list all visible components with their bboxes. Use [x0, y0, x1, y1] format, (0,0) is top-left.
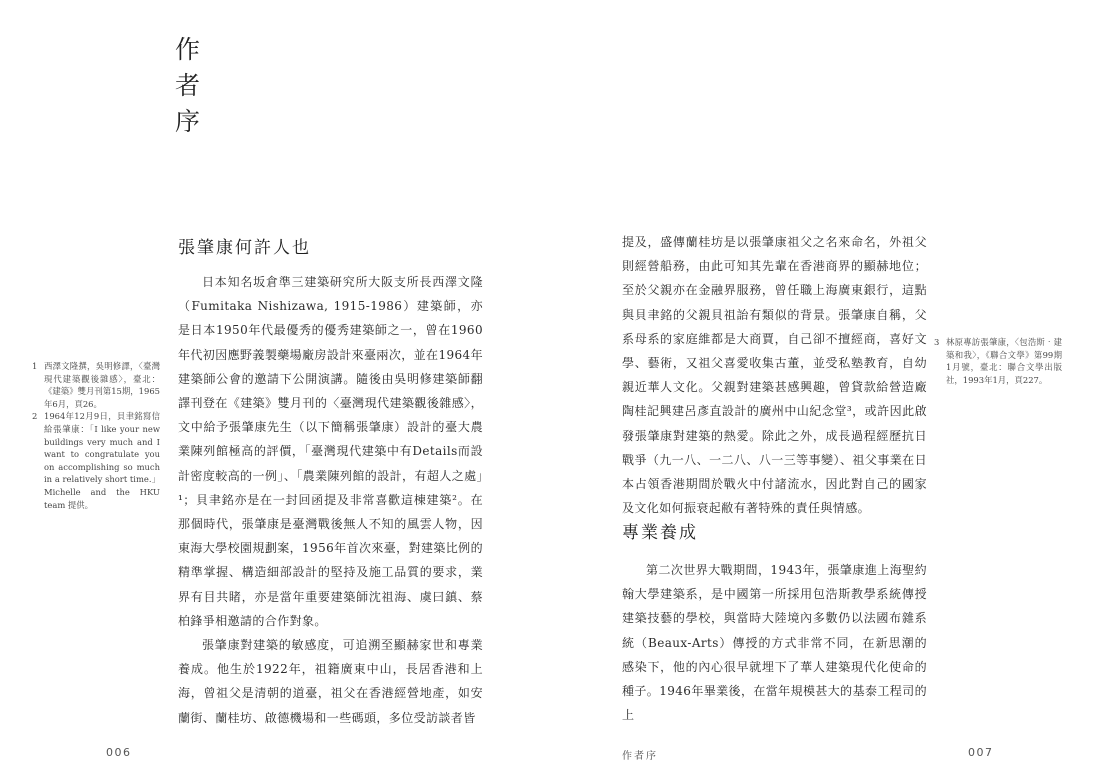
- paragraph: 張肇康對建築的敏感度，可追溯至顯赫家世和專業養成。他生於1922年，祖籍廣東中山，長居香港和上海，曾祖父是清朝的道臺，祖父在香港經營地產，如安蘭街、蘭桂坊、啟德機場和一些碼頭，多位受訪談者皆: [178, 638, 483, 725]
- footnote-number: 2: [32, 411, 38, 422]
- footnote-number: 1: [32, 361, 38, 371]
- running-title: 作者序: [622, 751, 658, 762]
- right-body-text-top: [622, 230, 927, 520]
- chapter-title: [175, 32, 200, 140]
- chapter-title-char: 作: [175, 35, 201, 64]
- section-heading-training: 專業養成: [622, 523, 698, 543]
- right-body-text-bottom: [622, 558, 927, 727]
- chapter-title-char: 者: [175, 71, 201, 100]
- paragraph: 第二次世界大戰期間，1943年，張肇康進上海聖約翰大學建築系，是中國第一所採用包浩斯教學系統傳授建築技藝的學校，與當時大陸境內多數仍以法國布雜系統（Beaux-Arts）傳授的方式非常不同，在新思潮的感染下，他的內心很早就埋下了華人建築現代化使命的種子。1946年畢業後，在當年規模甚大的基泰工程司的上: [622, 563, 927, 723]
- footnote: [32, 360, 160, 410]
- footnote: [32, 410, 160, 511]
- page-number-right: 007: [968, 746, 994, 759]
- chapter-title-char: 序: [175, 107, 201, 136]
- footnote-number: 3: [934, 337, 940, 347]
- footnote-text: 1964年12月9日，貝聿銘寫信給張肇康：「I like your new buildings very much and I want to congratulate you on accomplishing so much in a relatively short time.」Michelle and the HKU team 提供。: [44, 411, 160, 510]
- right-footnotes: [934, 336, 1062, 386]
- paragraph: 提及，盛傳蘭桂坊是以張肇康祖父之名來命名，外祖父則經營船務，由此可知其先輩在香港商界的顯赫地位；至於父親亦在金融界服務，曾任職上海廣東銀行，這點與貝聿銘的父親貝祖詒有類似的背景。張肇康自稱，父系母系的家庭維都是大商賈，自己卻不擅經商，喜好文學、藝術，又祖父喜愛收集古董，並受私塾教育，自幼親近華人文化。父親對建築甚感興趣，曾貸款給營造廠陶桂記興建呂彥直設計的廣州中山紀念堂³，或許因此啟發張肇康對建築的熱愛。除此之外，成長過程經歷抗日戰爭（九一八、一二八、八一三等事變）、祖父事業在日本占領香港期間於戰火中付諸流水，因此對自己的國家及文化如何振衰起敝有著特殊的責任與情感。: [622, 235, 927, 516]
- footnote-text: 林原專訪張肇康，〈包浩斯‧建築和我〉，《聯合文學》第99期1月號，臺北：聯合文學出版社，1993年1月，頁227。: [946, 337, 1062, 385]
- page-number-left: 006: [106, 746, 132, 759]
- left-body-text: [178, 270, 483, 730]
- section-heading-who: 張肇康何許人也: [178, 238, 311, 258]
- left-footnotes: [32, 360, 160, 511]
- paragraph: 日本知名坂倉準三建築研究所大阪支所長西澤文隆（Fumitaka Nishizawa, 1915-1986）建築師，亦是日本1950年代最優秀的優秀建築師之一，曾在1960年代初因應野義製藥場廠房設計來臺兩次，並在1964年建築師公會的邀請下公開演講。隨後由吳明修建築師翻譯刊登在《建築》雙月刊的〈臺灣現代建築觀後雜感〉，文中給予張肇康先生（以下簡稱張肇康）設計的臺大農業陳列館極高的評價，「臺灣現代建築中有Details而設計密度較高的一例」、「農業陳列館的設計，有超人之處」¹；貝聿銘亦是在一封回函提及非常喜歡這棟建築²。在那個時代，張肇康是臺灣戰後無人不知的風雲人物，因東海大學校園規劃案，1956年首次來臺，對建築比例的精準掌握、構造細部設計的堅持及施工品質的要求，業界有目共睹，亦是當年重要建築師沈祖海、虞曰鎮、蔡柏鋒爭相邀請的合作對象。: [178, 275, 483, 628]
- footnote: [934, 336, 1062, 386]
- footnote-text: 西澤文隆撰，吳明修譯，〈臺灣現代建築觀後雜感〉，臺北：《建築》雙月刊第15期，1965年6月，頁26。: [44, 361, 160, 409]
